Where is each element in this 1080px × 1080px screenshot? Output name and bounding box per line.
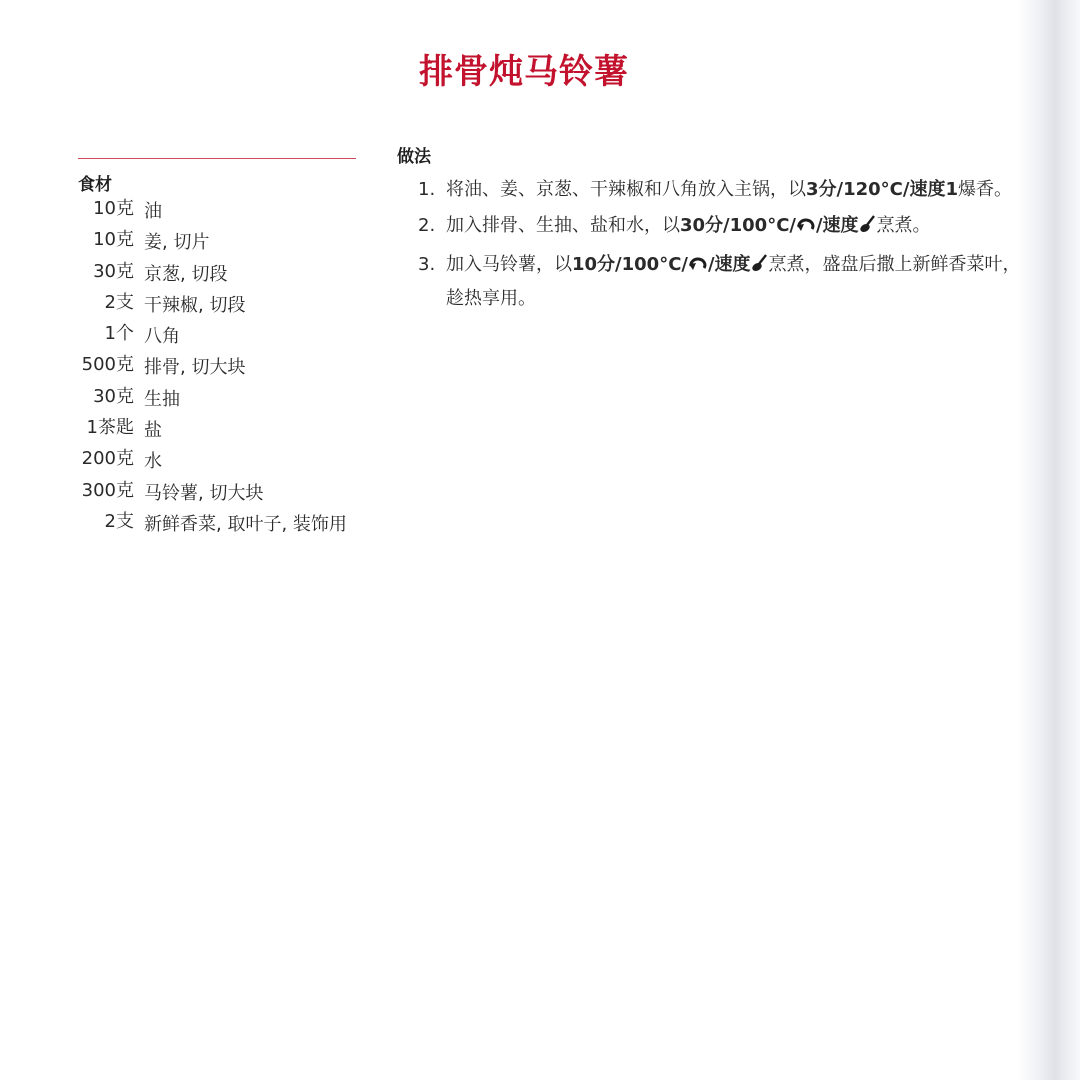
ingredient-name: 京葱, 切段	[144, 263, 228, 285]
ingredient-qty: 2支	[104, 510, 134, 532]
ingredients-list	[0, 196, 380, 571]
step-setting-time: 30分/100°C/	[680, 215, 796, 236]
step-number: 3.	[418, 254, 436, 275]
ingredient-row	[0, 415, 380, 446]
ingredient-name: 干辣椒, 切段	[144, 294, 246, 316]
ingredient-row	[0, 259, 380, 290]
ingredient-qty: 10克	[93, 229, 134, 251]
step-setting-speed: /速度	[815, 215, 859, 236]
step-setting-time: 10分/100°C/	[572, 254, 688, 275]
step-text: 爆香。	[957, 179, 1012, 200]
ingredient-qty: 500克	[81, 354, 134, 376]
ingredient-name: 八角	[144, 326, 180, 348]
ingredient-name: 盐	[144, 420, 162, 442]
ingredient-row	[0, 384, 380, 415]
spoon-speed-icon	[859, 213, 877, 244]
ingredient-name: 姜, 切片	[144, 232, 210, 254]
ingredient-qty: 1个	[104, 323, 134, 345]
ingredient-row	[0, 321, 380, 352]
ingredient-row	[0, 478, 380, 509]
method-step	[418, 249, 1028, 314]
step-setting-speed: /速度	[707, 254, 751, 275]
spoon-speed-icon	[751, 252, 769, 283]
step-text: 烹煮。	[876, 215, 931, 236]
recipe-title: 排骨炖马铃薯	[419, 52, 629, 92]
method-steps	[418, 174, 1028, 319]
step-text: 将油、姜、京葱、干辣椒和八角放入主锅，以	[446, 179, 806, 200]
step-text: 加入排骨、生抽、盐和水，以	[446, 215, 680, 236]
step-text: 烹煮，盛盘后撒上新鲜香菜叶，趁热享用。	[446, 254, 1021, 309]
step-setting: 3分/120°C/速度1	[806, 179, 958, 200]
ingredient-name: 生抽	[144, 388, 180, 410]
ingredient-name: 水	[144, 451, 162, 473]
ingredient-row	[0, 352, 380, 383]
method-heading: 做法	[397, 147, 431, 167]
ingredients-heading: 食材	[78, 175, 112, 195]
ingredient-row	[0, 196, 380, 227]
method-step	[418, 210, 1028, 244]
step-text: 加入马铃薯，以	[446, 254, 572, 275]
ingredient-name: 油	[144, 201, 162, 222]
ingredient-qty: 30克	[93, 385, 134, 407]
reverse-rotation-icon	[688, 252, 708, 283]
ingredient-row	[0, 227, 380, 258]
ingredient-row	[0, 509, 380, 571]
ingredients-divider	[78, 158, 356, 159]
ingredient-name: 排骨, 切大块	[144, 357, 246, 379]
ingredient-row	[0, 446, 380, 477]
step-number: 2.	[418, 215, 436, 236]
ingredient-qty: 30克	[93, 260, 134, 282]
ingredient-qty: 10克	[93, 198, 134, 219]
ingredient-row	[0, 290, 380, 321]
ingredient-name: 新鲜香菜, 取叶子, 装饰用	[144, 513, 347, 535]
page-edge-shadow	[1018, 0, 1080, 1080]
reverse-rotation-icon	[796, 213, 816, 244]
step-number: 1.	[418, 179, 436, 200]
ingredient-name: 马铃薯, 切大块	[144, 482, 264, 504]
ingredient-qty: 1茶匙	[86, 417, 134, 439]
ingredient-qty: 200克	[81, 448, 134, 470]
ingredient-qty: 300克	[81, 479, 134, 501]
method-step	[418, 174, 1028, 205]
ingredient-qty: 2支	[104, 291, 134, 313]
